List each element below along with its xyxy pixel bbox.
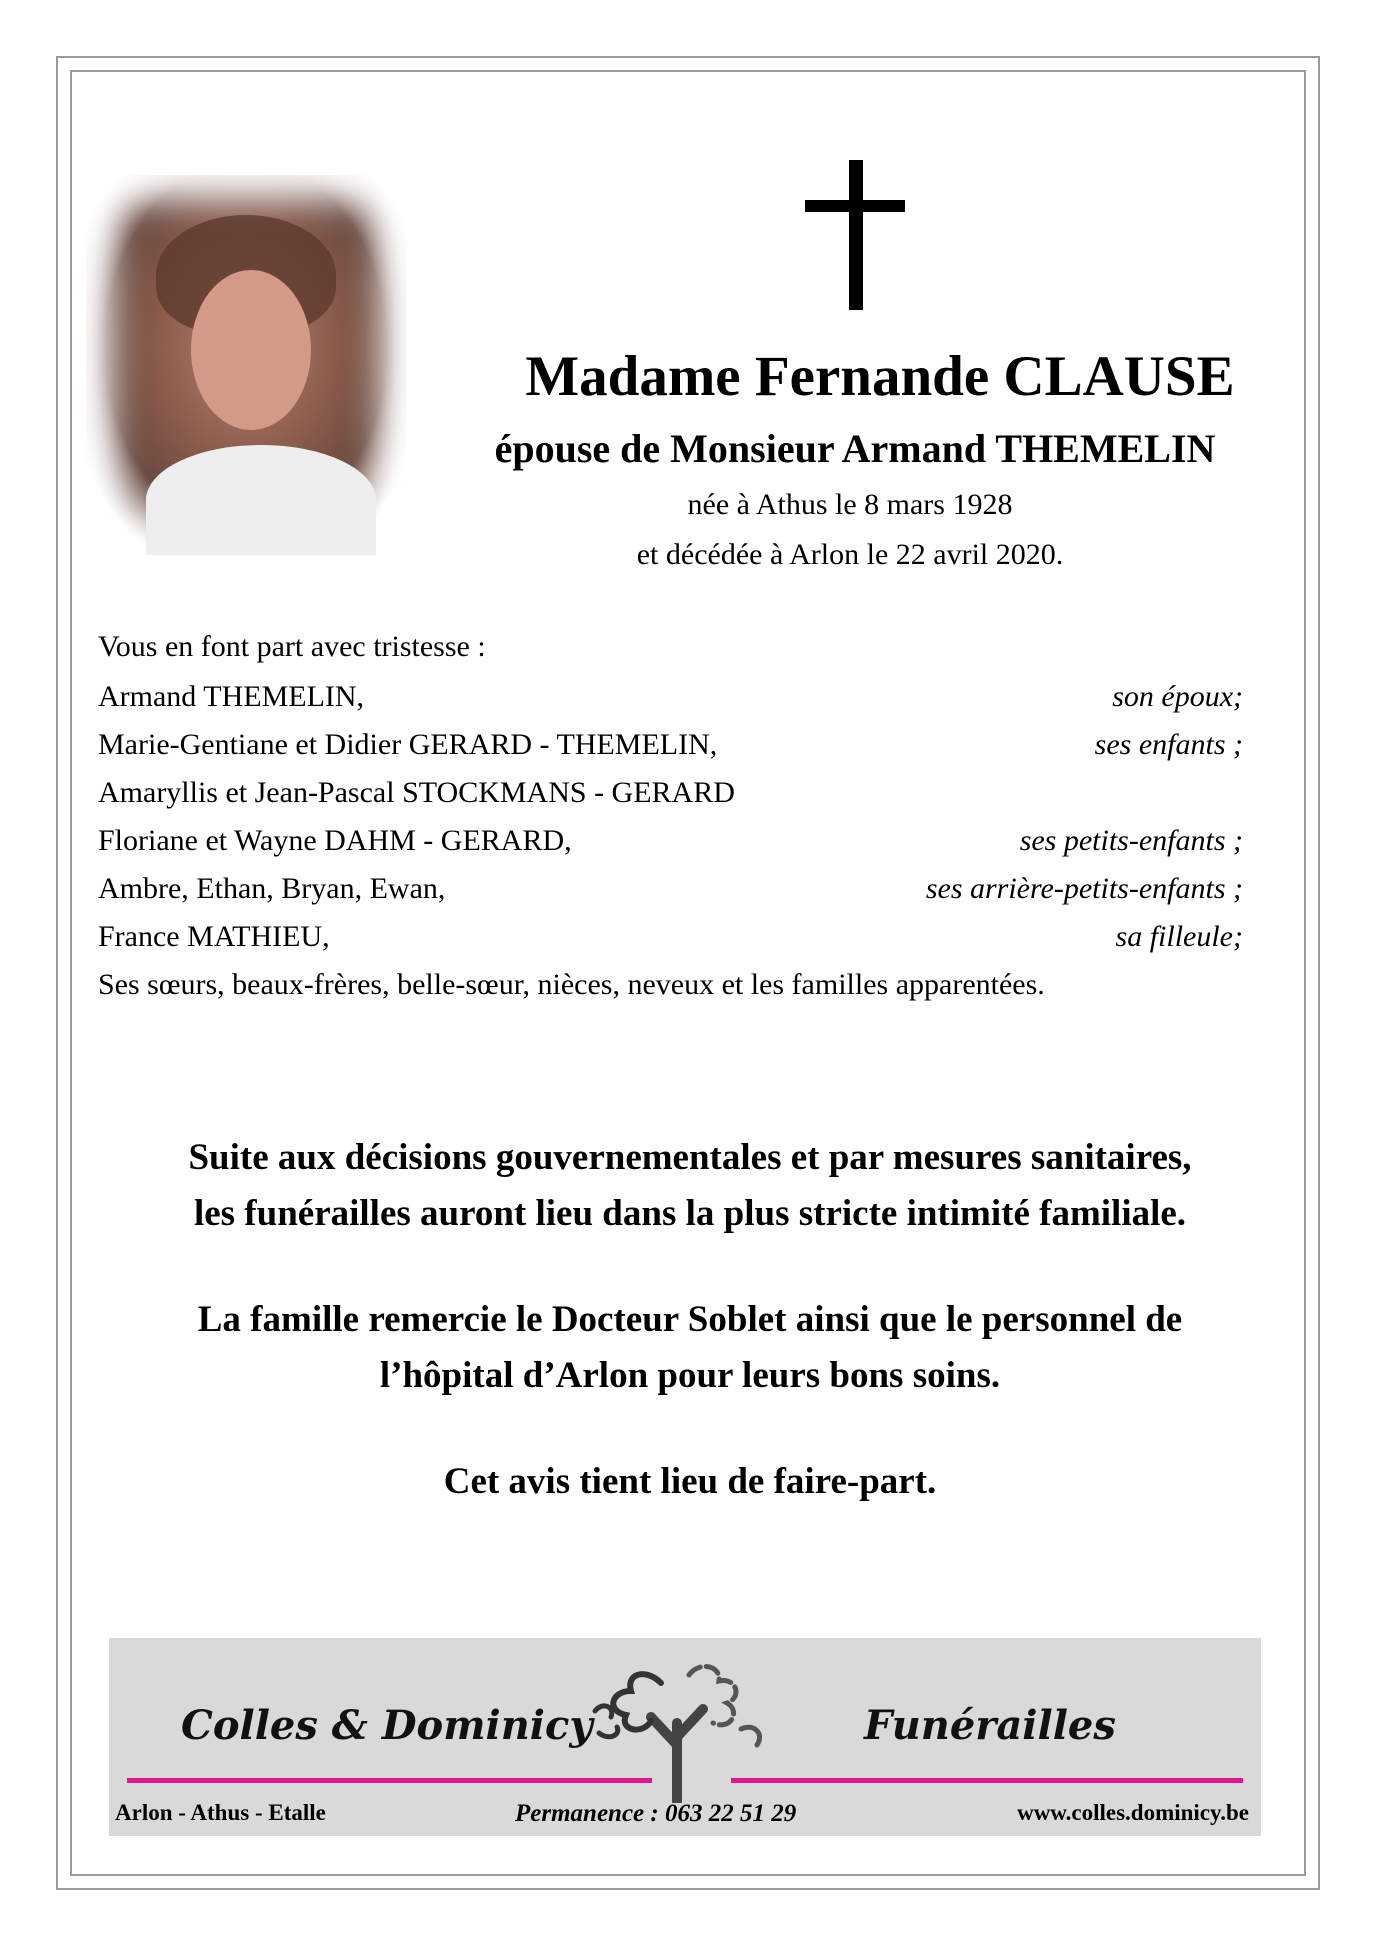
spouse-line: épouse de Monsieur Armand THEMELIN — [494, 426, 1216, 471]
family-list — [98, 680, 1243, 968]
family-row — [98, 824, 1243, 872]
thanks-notice — [80, 1292, 1300, 1404]
family-relation: ses petits-enfants ; — [1019, 824, 1243, 857]
death-line: et décédée à Arlon le 22 avril 2020. — [636, 538, 1064, 571]
family-row — [98, 776, 1243, 824]
avis-line: Cet avis tient lieu de faire-part. — [443, 1461, 937, 1502]
deceased-name: Madame Fernande CLAUSE — [525, 345, 1235, 408]
family-relation: ses enfants ; — [1094, 728, 1243, 761]
brand-service: Funérailles — [864, 1702, 1116, 1749]
sanitary-notice — [80, 1130, 1300, 1242]
family-member: Floriane et Wayne DAHM - GERARD, — [98, 824, 572, 857]
family-relation: son époux; — [1112, 680, 1243, 713]
family-member: France MATHIEU, — [98, 920, 330, 953]
family-relation: ses arrière-petits-enfants ; — [925, 872, 1243, 905]
notice-line: les funérailles auront lieu dans la plus stricte intimité familiale. — [193, 1193, 1187, 1234]
birth-line: née à Athus le 8 mars 1928 — [687, 488, 1013, 521]
family-intro: Vous en font part avec tristesse : — [98, 630, 486, 663]
family-member: Amaryllis et Jean-Pascal STOCKMANS - GERARD — [98, 776, 735, 809]
family-row — [98, 920, 1243, 968]
family-row — [98, 872, 1243, 920]
family-relation: sa filleule; — [1115, 920, 1243, 953]
permanence-text: Permanence : 063 22 51 29 — [515, 1800, 797, 1827]
brand-name: Colles & Dominicy — [181, 1702, 593, 1749]
family-member: Armand THEMELIN, — [98, 680, 365, 713]
thanks-line: La famille remercie le Docteur Soblet ainsi que le personnel de — [197, 1299, 1183, 1340]
accent-line — [731, 1778, 1243, 1783]
accent-line — [127, 1778, 652, 1783]
thanks-line: l’hôpital d’Arlon pour leurs bons soins. — [379, 1355, 1001, 1396]
locations-text: Arlon - Athus - Etalle — [115, 1800, 326, 1825]
portrait-photo — [86, 175, 406, 555]
portrait-face — [191, 270, 311, 430]
funeral-home-banner — [109, 1638, 1261, 1836]
family-row — [98, 680, 1243, 728]
family-member: Marie-Gentiane et Didier GERARD - THEMELIN, — [98, 728, 718, 761]
website-link[interactable]: www.colles.dominicy.be — [1017, 1800, 1249, 1825]
notice-line: Suite aux décisions gouvernementales et par mesures sanitaires, — [188, 1137, 1192, 1178]
cross-vertical-bar — [849, 160, 863, 310]
family-row — [98, 728, 1243, 776]
cross-horizontal-bar — [805, 200, 905, 212]
family-member: Ambre, Ethan, Bryan, Ewan, — [98, 872, 446, 905]
family-closing: Ses sœurs, beaux-frères, belle-sœur, nièces, neveux et les familles apparentées. — [98, 968, 1045, 1001]
portrait-shirt — [146, 445, 376, 555]
cross-icon — [805, 160, 905, 310]
